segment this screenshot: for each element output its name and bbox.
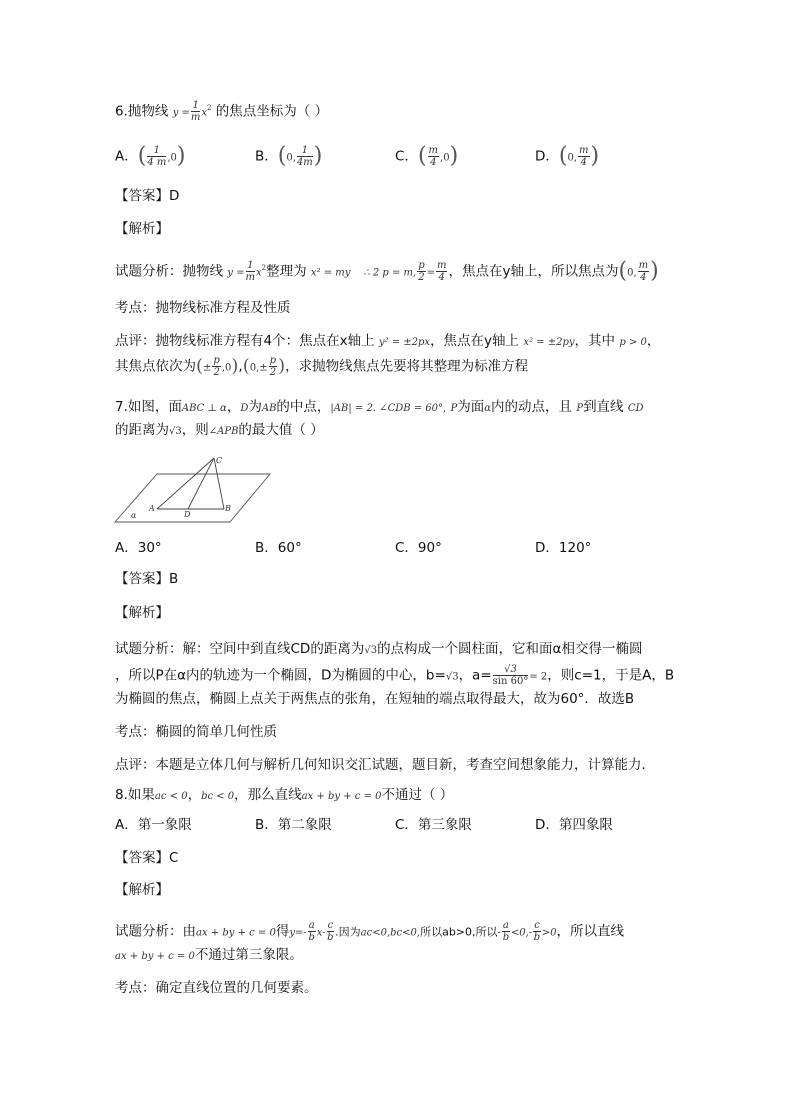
q8-stem: 8.如果ac < 0，bc < 0，那么直线ax + by + c = 0不通过（ ） bbox=[115, 787, 454, 803]
q7-kaodian: 考点：椭圆的简单几何性质 bbox=[115, 724, 277, 740]
q7-option-c: C．90° bbox=[395, 540, 442, 556]
q8-option-a: A．第一象限 bbox=[115, 817, 192, 833]
q7-jiexi: 【解析】 bbox=[115, 605, 169, 621]
q8-option-d: D．第四象限 bbox=[535, 817, 613, 833]
q7-analysis-2: ，所以P在α内的轨迹为一个椭圆，D为椭圆的中心，b=√3，a= $\frac{√3}{\sin 60^\circ}$ = 2，则c=1，于是A，B bbox=[115, 664, 675, 687]
q7-option-b: B．60° bbox=[255, 540, 302, 556]
q6-option-a: A．( $\frac{1}{4 m}$ ,0) bbox=[115, 143, 186, 169]
q6-option-c: C．( $\frac{m}{4}$ ,0) bbox=[395, 143, 459, 169]
q7-option-d: D．120° bbox=[535, 540, 592, 556]
q6-jiexi: 【解析】 bbox=[115, 221, 169, 237]
q6-option-b: B．(0, $\frac{1}{4m}$ ) bbox=[255, 143, 323, 169]
q6-option-d: D．(0, $\frac{m}{4}$ ) bbox=[535, 143, 600, 169]
q6-kaodian: 考点：抛物线标准方程及性质 bbox=[115, 300, 291, 316]
q7-answer: 【答案】B bbox=[115, 571, 179, 587]
plane-alpha bbox=[115, 474, 270, 522]
q8-option-c: C．第三象限 bbox=[395, 817, 472, 833]
q8-analysis-2: ax + by + c = 0不通过第三象限。 bbox=[115, 947, 303, 963]
edge-cd bbox=[188, 458, 214, 509]
q7-dianping: 点评：本题是立体几何与解析几何知识交汇试题，题目新，考查空间想象能力，计算能力． bbox=[115, 757, 655, 773]
label-c: C bbox=[216, 456, 223, 465]
q8-answer: 【答案】C bbox=[115, 850, 179, 866]
q7-analysis-1: 试题分析：解：空间中到直线CD的距离为√3的点构成一个圆柱面，它和面α相交得一椭圆 bbox=[115, 641, 643, 657]
edge-ca bbox=[157, 458, 214, 509]
q8-analysis-1: 试题分析：由ax + by + c = 0得y=- $\frac{a}{b}$ x- $\frac{c}{b}$ .因为ac<0,bc<0,所以ab>0,所以- $\frac{a}{b}$ <0,- $\frac{c}{b}$ >0，所以直线 bbox=[115, 920, 625, 943]
label-d: D bbox=[184, 510, 191, 519]
q6-analysis: 试题分析：抛物线 y = $\frac{1}{m}$ $x^2$整理为 x² = my ∴ 2 p = m, $\frac{p}{2}$ = $\frac{m}{4}$ ，焦点在y轴上，所以焦点为(0, $\frac{m}{4}$ ) bbox=[115, 258, 659, 284]
label-a: A bbox=[149, 504, 155, 513]
label-b: B bbox=[225, 504, 231, 513]
q8-kaodian: 考点：确定直线位置的几何要素。 bbox=[115, 980, 318, 996]
q7-analysis-3: 为椭圆的焦点，椭圆上点关于两焦点的张角，在短轴的端点取得最大，故为60°．故选B bbox=[115, 691, 635, 707]
q7-stem-1: 7.如图，面ABC ⊥ α，D为AB的中点，|AB| = 2. ∠CDB = 60°, P为面α内的动点，且 P到直线 CD bbox=[115, 399, 644, 415]
q8-jiexi: 【解析】 bbox=[115, 882, 169, 898]
q6-dianping-1: 点评：抛物线标准方程有4个：焦点在x轴上 y² = ±2px，焦点在y轴上 x² = ±2py，其中 p > 0， bbox=[115, 333, 661, 349]
label-alpha: α bbox=[131, 511, 137, 520]
q7-option-a: A．30° bbox=[115, 540, 162, 556]
edge-cb bbox=[214, 458, 224, 509]
q7-stem-2: 的距离为√3，则∠APB的最大值（ ） bbox=[115, 422, 324, 438]
q7-figure bbox=[112, 452, 272, 532]
q6-answer: 【答案】D bbox=[115, 188, 180, 204]
q8-option-b: B．第二象限 bbox=[255, 817, 332, 833]
q6-dianping-2: 其焦点依次为(± $\frac{p}{2}$ ,0),(0,± $\frac{p}{2}$ )，求抛物线焦点先要将其整理为标准方程 bbox=[115, 355, 529, 378]
q6-stem: 6.抛物线 y = $\frac{1}{m}$ $x^2$ 的焦点坐标为（ ） bbox=[115, 100, 329, 123]
